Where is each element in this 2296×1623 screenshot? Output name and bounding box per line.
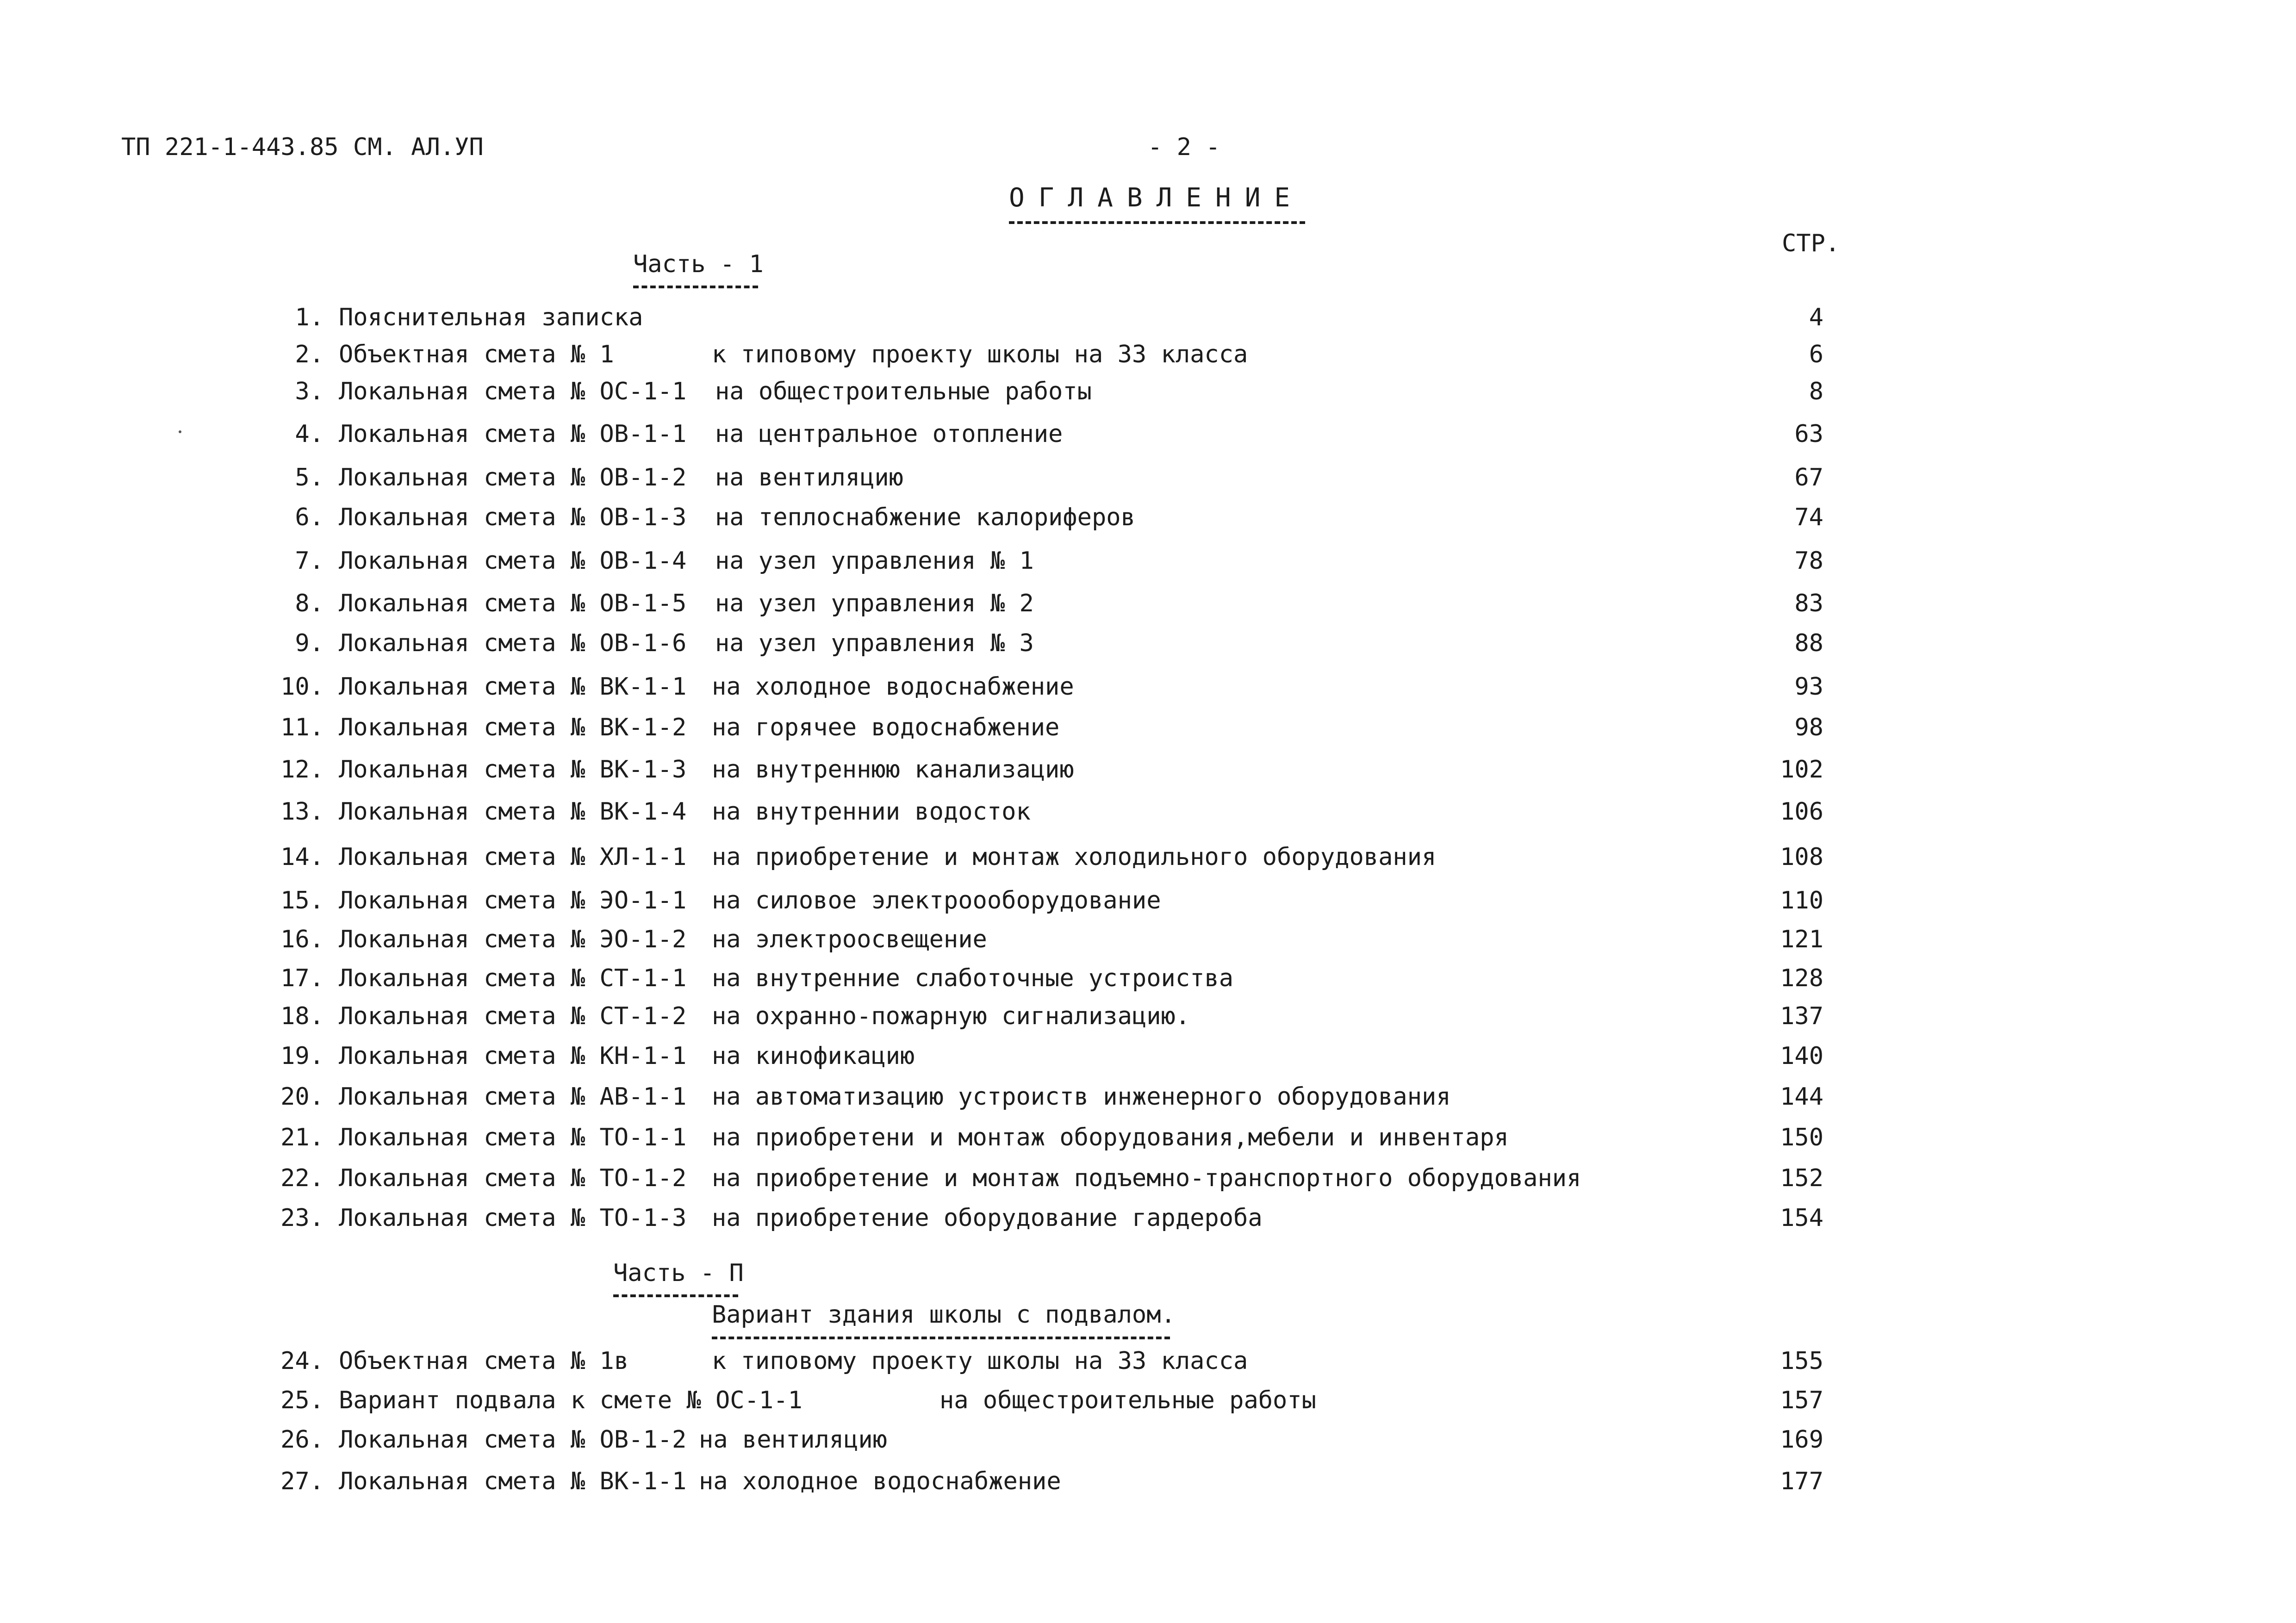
entry-number: 22. bbox=[280, 1164, 324, 1192]
entry-description: на вентиляцию bbox=[715, 464, 903, 491]
document-code: ТП 221-1-443.85 СМ. АЛ.УП bbox=[121, 133, 484, 161]
entry-number: 1. bbox=[295, 304, 324, 331]
entry-page: 78 bbox=[1794, 547, 1823, 575]
entry-page: 140 bbox=[1780, 1042, 1823, 1070]
entry-page: 128 bbox=[1780, 964, 1823, 992]
entry-title: Локальная смета № ОВ-1-4 bbox=[339, 547, 687, 575]
entry-number: 18. bbox=[280, 1002, 324, 1030]
entry-description: на охранно-пожарную сигнализацию. bbox=[712, 1002, 1190, 1030]
entry-title: Локальная смета № ВК-1-4 bbox=[339, 798, 687, 826]
entry-page: 110 bbox=[1780, 887, 1823, 914]
entry-page: 144 bbox=[1780, 1083, 1823, 1111]
entry-description: на узел управления № 1 bbox=[715, 547, 1034, 575]
entry-page: 88 bbox=[1794, 629, 1823, 657]
entry-page: 106 bbox=[1780, 798, 1823, 826]
entry-title: Локальная смета № ОВ-1-2 bbox=[339, 1426, 687, 1454]
entry-title: Локальная смета № ЭО-1-1 bbox=[339, 887, 687, 914]
entry-title: Локальная смета № ОВ-1-2 bbox=[339, 464, 687, 491]
part2-subheading-underline bbox=[712, 1337, 1170, 1339]
entry-page: 4 bbox=[1809, 304, 1823, 331]
entry-page: 177 bbox=[1780, 1468, 1823, 1495]
entry-description: на холодное водоснабжение bbox=[712, 673, 1074, 701]
entry-number: 16. bbox=[280, 926, 324, 953]
entry-number: 7. bbox=[295, 547, 324, 575]
entry-title: Локальная смета № ЭО-1-2 bbox=[339, 926, 687, 953]
entry-number: 12. bbox=[280, 756, 324, 784]
entry-page: 121 bbox=[1780, 926, 1823, 953]
entry-description: на автоматизацию устроиств инженерного оборудования bbox=[712, 1083, 1451, 1111]
entry-page: 155 bbox=[1780, 1347, 1823, 1375]
entry-title: Локальная смета № ВК-1-3 bbox=[339, 756, 687, 784]
part1-heading-underline bbox=[633, 286, 758, 288]
pages-column-label: СТР. bbox=[1782, 230, 1840, 257]
entry-title: Локальная смета № КН-1-1 bbox=[339, 1042, 687, 1070]
entry-number: 26. bbox=[280, 1426, 324, 1454]
entry-description: на приобретение оборудование гардероба bbox=[712, 1204, 1263, 1232]
entry-page: 74 bbox=[1794, 504, 1823, 531]
entry-page: 137 bbox=[1780, 1002, 1823, 1030]
entry-number: 6. bbox=[295, 504, 324, 531]
entry-description-row bbox=[940, 1388, 1316, 1412]
entry-description: к типовому проекту школы на 33 класса bbox=[712, 341, 1248, 368]
entry-title: Локальная смета № СТ-1-1 bbox=[339, 964, 687, 992]
entry-title: Локальная смета № ОС-1-1 bbox=[339, 378, 687, 405]
entry-description: на вентиляцию bbox=[699, 1426, 887, 1454]
entry-title: Локальная смета № ТО-1-3 bbox=[339, 1204, 687, 1232]
entry-title: Локальная смета № ВК-1-2 bbox=[339, 714, 687, 741]
entry-description: на внутренние слаботочные устроиства bbox=[712, 964, 1234, 992]
entry-title: Объектная смета № 1в bbox=[339, 1347, 629, 1375]
entry-description: на общестроительные работы bbox=[715, 378, 1092, 405]
entry-description: на приобретение и монтаж холодильного оборудования bbox=[712, 843, 1437, 871]
part2-heading: Часть - П bbox=[613, 1259, 744, 1287]
entry-description: на силовое электроооборудование bbox=[712, 887, 1161, 914]
entry-number: 23. bbox=[280, 1204, 324, 1232]
entry-description: на узел управления № 2 bbox=[715, 590, 1034, 617]
entry-title: Локальная смета № АВ-1-1 bbox=[339, 1083, 687, 1111]
page-number: - 2 - bbox=[1148, 133, 1220, 161]
entry-description: на узел управления № 3 bbox=[715, 629, 1034, 657]
entry-number: 4. bbox=[295, 420, 324, 448]
entry-description: на внутреннюю канализацию bbox=[712, 756, 1074, 784]
entry-title: Локальная смета № ВК-1-1 bbox=[339, 673, 687, 701]
scan-speck bbox=[179, 430, 181, 433]
entry-number: 9. bbox=[295, 629, 324, 657]
entry-page: 83 bbox=[1794, 590, 1823, 617]
entry-description: на приобретени и монтаж оборудования,мебели и инвентаря bbox=[712, 1124, 1509, 1151]
part2-subheading: Вариант здания школы с подвалом. bbox=[712, 1301, 1176, 1329]
entry-description: на внутреннии водосток bbox=[712, 798, 1031, 826]
entry-title: Локальная смета № СТ-1-2 bbox=[339, 1002, 687, 1030]
entry-title: Объектная смета № 1 bbox=[339, 341, 614, 368]
entry-number: 17. bbox=[280, 964, 324, 992]
entry-description: на приобретение и монтаж подъемно-транспортного оборудования bbox=[712, 1164, 1581, 1192]
entry-page: 157 bbox=[1780, 1387, 1823, 1414]
entry-description: на общестроительные работы bbox=[940, 1387, 1316, 1414]
entry-title: Локальная смета № ТО-1-1 bbox=[339, 1124, 687, 1151]
entry-description: на электроосвещение bbox=[712, 926, 987, 953]
entry-number: 11. bbox=[280, 714, 324, 741]
part2-heading-underline bbox=[613, 1294, 738, 1297]
part1-heading: Часть - 1 bbox=[633, 250, 764, 278]
entry-title: Вариант подвала к смете № ОС-1-1 bbox=[339, 1387, 803, 1414]
entry-number: 14. bbox=[280, 843, 324, 871]
entry-description: на холодное водоснабжение bbox=[699, 1468, 1061, 1495]
entry-description: к типовому проекту школы на 33 класса bbox=[712, 1347, 1248, 1375]
entry-page: 6 bbox=[1809, 341, 1823, 368]
entry-description: на центральное отопление bbox=[715, 420, 1063, 448]
entry-title: Локальная смета № ОВ-1-6 bbox=[339, 629, 687, 657]
entry-page: 102 bbox=[1780, 756, 1823, 784]
entry-number: 27. bbox=[280, 1468, 324, 1495]
entry-page: 169 bbox=[1780, 1426, 1823, 1454]
entry-number: 24. bbox=[280, 1347, 324, 1375]
entry-page: 152 bbox=[1780, 1164, 1823, 1192]
entry-number: 25. bbox=[280, 1387, 324, 1414]
entry-description: на теплоснабжение калориферов bbox=[715, 504, 1135, 531]
title-underline bbox=[1009, 221, 1305, 224]
entry-title: Локальная смета № ТО-1-2 bbox=[339, 1164, 687, 1192]
entry-title: Пояснительная записка bbox=[339, 304, 643, 331]
entry-page: 67 bbox=[1794, 464, 1823, 491]
entry-title: Локальная смета № ВК-1-1 bbox=[339, 1468, 687, 1495]
entry-page: 93 bbox=[1794, 673, 1823, 701]
entry-number: 15. bbox=[280, 887, 324, 914]
entry-page: 63 bbox=[1794, 420, 1823, 448]
entry-title: Локальная смета № ХЛ-1-1 bbox=[339, 843, 687, 871]
entry-number: 2. bbox=[295, 341, 324, 368]
entry-number: 13. bbox=[280, 798, 324, 826]
entry-description: на горячее водоснабжение bbox=[712, 714, 1060, 741]
entry-title: Локальная смета № ОВ-1-1 bbox=[339, 420, 687, 448]
entry-number: 21. bbox=[280, 1124, 324, 1151]
entry-number: 3. bbox=[295, 378, 324, 405]
entry-page: 150 bbox=[1780, 1124, 1823, 1151]
entry-page: 108 bbox=[1780, 843, 1823, 871]
entry-page: 98 bbox=[1794, 714, 1823, 741]
entry-page: 8 bbox=[1809, 378, 1823, 405]
page-title: ОГЛАВЛЕНИЕ bbox=[1009, 183, 1304, 213]
entry-page: 154 bbox=[1780, 1204, 1823, 1232]
entry-number: 19. bbox=[280, 1042, 324, 1070]
entry-description: на кинофикацию bbox=[712, 1042, 915, 1070]
entry-number: 5. bbox=[295, 464, 324, 491]
entry-number: 20. bbox=[280, 1083, 324, 1111]
entry-number: 8. bbox=[295, 590, 324, 617]
entry-title: Локальная смета № ОВ-1-3 bbox=[339, 504, 687, 531]
entry-title: Локальная смета № ОВ-1-5 bbox=[339, 590, 687, 617]
entry-number: 10. bbox=[280, 673, 324, 701]
